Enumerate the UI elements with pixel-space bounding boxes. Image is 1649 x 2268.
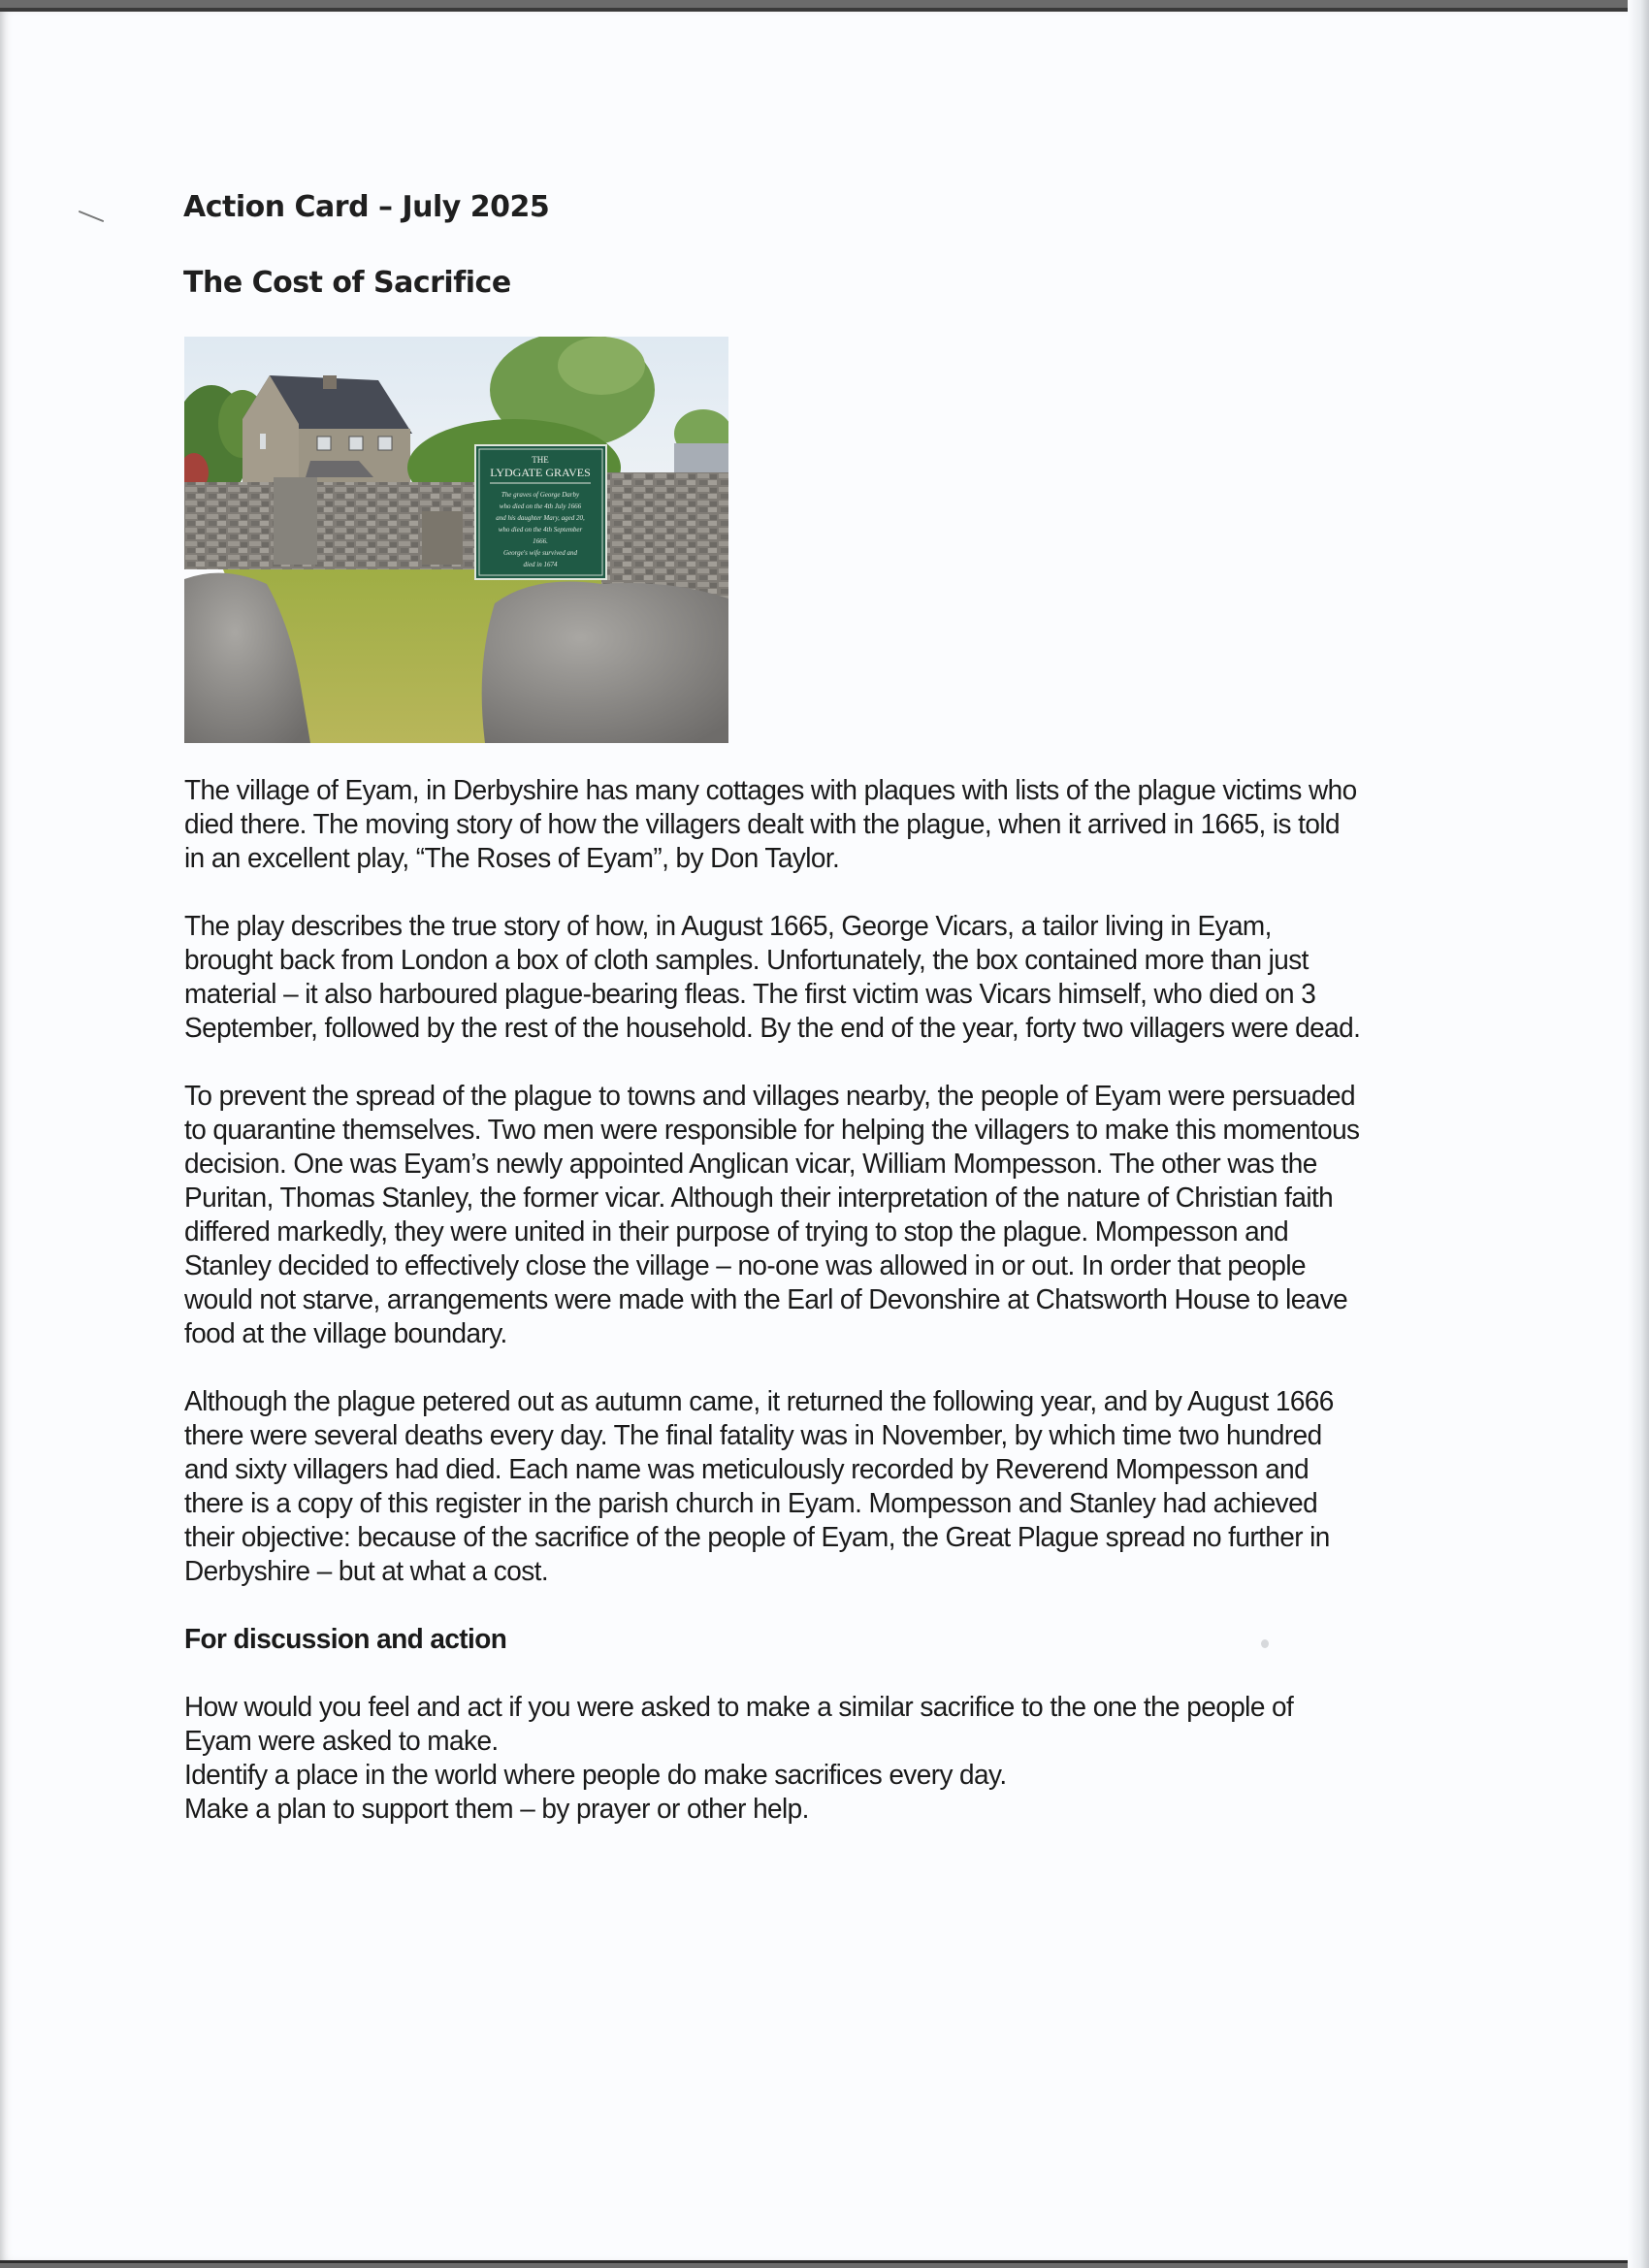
lydgate-graves-photo	[184, 337, 728, 743]
svg-text:died in 1674: died in 1674	[523, 561, 558, 568]
paragraph: To prevent the spread of the plague to towns and villages nearby, the people of Eyam were persuaded to quarantine themselves. Two men were responsible for helping the villagers to make this momentous decision. One was Eyam’s newly appointed Anglican vicar, William Mompesson. The other was the Puritan, Thomas Stanley, the former vicar. Although their interpretation of the nature of Christian faith differed markedly, they were united in their purpose of trying to stop the plague. Mompesson and Stanley decided to effectively close the village – no-one was allowed in or out. In order that people would not starve, arrangements were made with the Earl of Devonshire at Chatsworth House to leave food at the village boundary.	[184, 1081, 1360, 1349]
svg-text:who died on the 4th July 1666: who died on the 4th July 1666	[499, 502, 582, 510]
scan-artifact-mark	[79, 211, 105, 222]
discussion-item: Make a plan to support them – by prayer or other help.	[184, 1794, 809, 1825]
svg-text:who died on the 4th September: who died on the 4th September	[498, 526, 583, 534]
svg-text:The graves of George Darby: The graves of George Darby	[501, 491, 580, 499]
plaque-title: LYDGATE GRAVES	[490, 466, 591, 479]
plaque-title-top: THE	[532, 455, 549, 465]
photo-gatepost-left	[274, 477, 317, 565]
discussion-item: Identify a place in the world where people do make sacrifices every day.	[184, 1760, 1007, 1791]
document-title: Action Card – July 2025	[183, 190, 550, 224]
paragraph: The play describes the true story of how, in August 1665, George Vicars, a tailor living in Eyam, brought back from London a box of cloth samples. Unfortunately, the box contained more than just material – it also harboured plague-bearing fleas. The first victim was Vicars himself, who died on 3 September, followed by the rest of the household. By the end of the year, forty two villagers were dead.	[184, 911, 1361, 1044]
scan-edge-shadow	[1628, 0, 1649, 2268]
svg-text:and his daughter Mary, aged 20: and his daughter Mary, aged 20,	[496, 514, 585, 522]
photo-stone-wall-right	[601, 472, 728, 599]
photo-boulder-right	[482, 582, 728, 744]
paragraph: The village of Eyam, in Derbyshire has many cottages with plaques with lists of the plague victims who died there. The moving story of how the villagers dealt with the plague, when it arrived in 1665, is told in an excellent play, “The Roses of Eyam”, by Don Taylor.	[184, 775, 1357, 874]
scanned-page	[0, 8, 1630, 2263]
photo-illustration	[184, 337, 728, 743]
svg-text:1666.: 1666.	[533, 537, 548, 545]
svg-text:George's wife survived and: George's wife survived and	[502, 549, 578, 557]
article-body	[184, 774, 1364, 1827]
photo-headstone	[422, 511, 463, 565]
document-subtitle: The Cost of Sacrifice	[183, 266, 511, 300]
paragraph: Although the plague petered out as autumn came, it returned the following year, and by August 1666 there were several deaths every day. The final fatality was in November, by which time two hundred and sixty villagers had died. Each name was meticulously recorded by Reverend Mompesson and there is a copy of this register in the parish church in Eyam. Mompesson and Stanley had achieved their objective: because of the sacrifice of the people of Eyam, the Great Plague spread no further in Derbyshire – but at what a cost.	[184, 1386, 1334, 1587]
discussion-item: How would you feel and act if you were asked to make a similar sacrifice to the one the people of Eyam were asked to make.	[184, 1692, 1294, 1757]
plaque	[475, 445, 606, 579]
discussion-heading: For discussion and action	[184, 1624, 507, 1655]
